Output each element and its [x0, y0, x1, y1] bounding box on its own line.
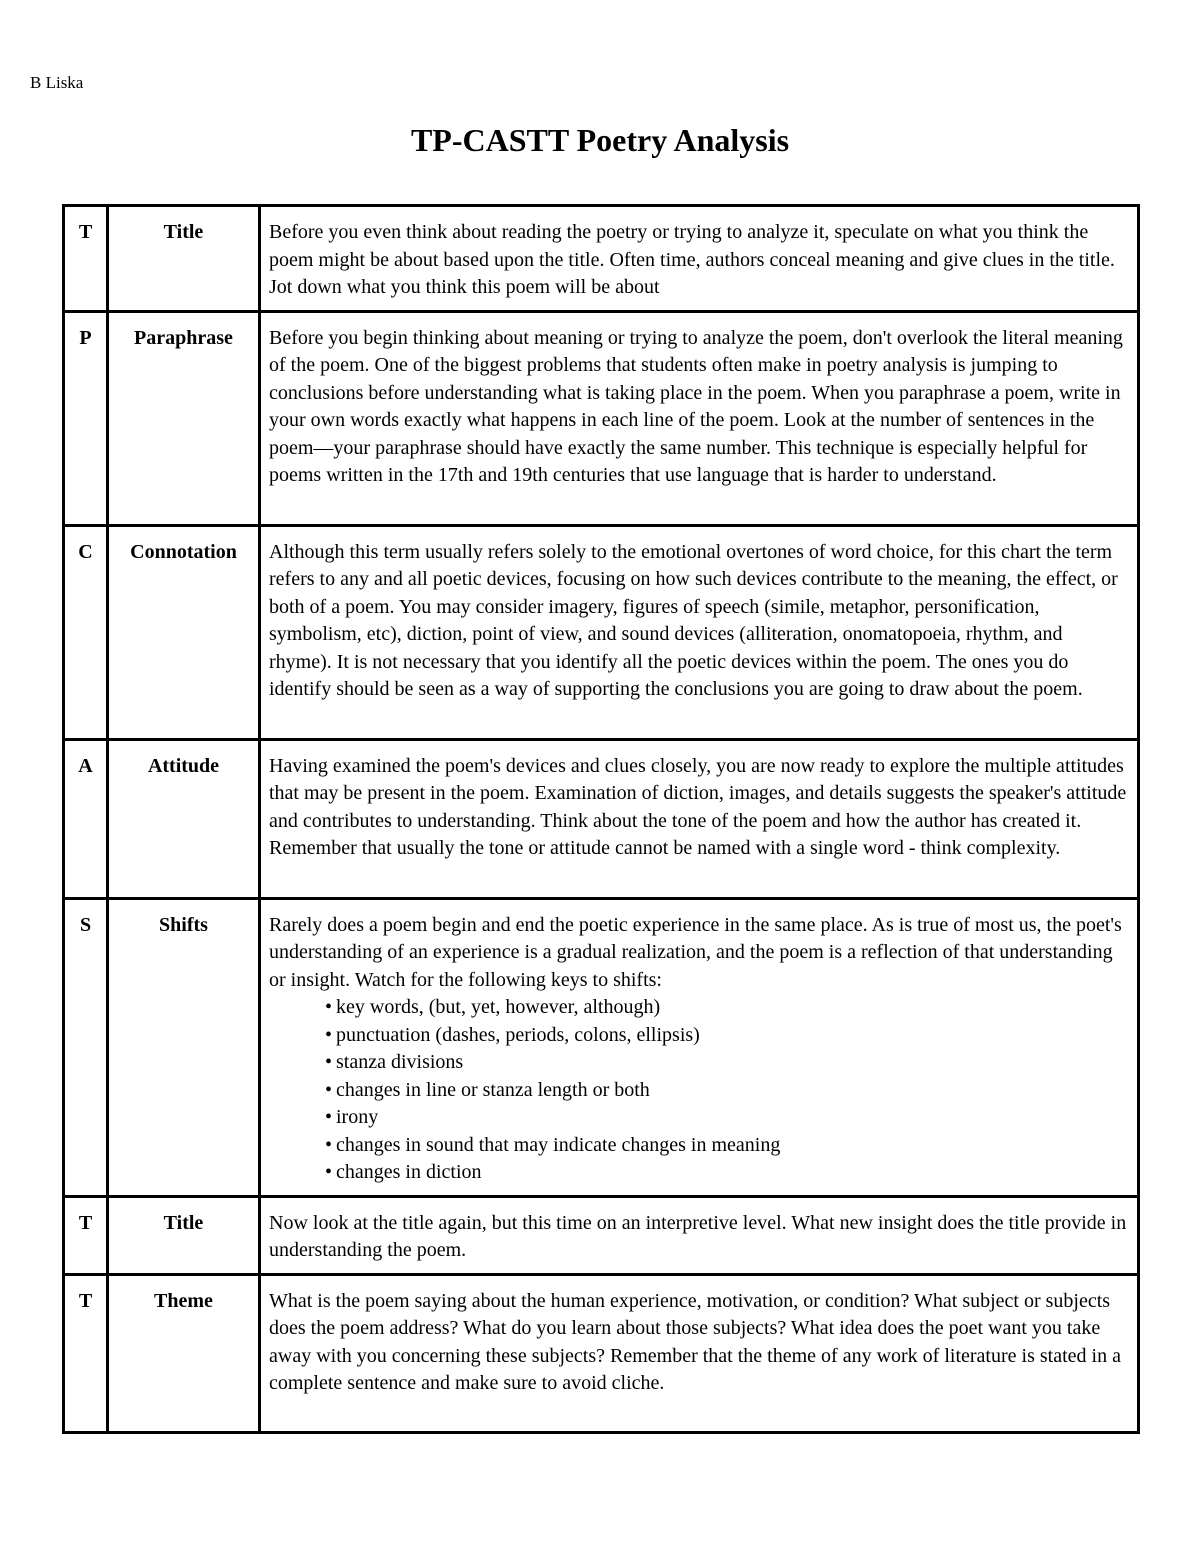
row-term: Shifts — [108, 898, 260, 1196]
row-description: What is the poem saying about the human experience, motivation, or condition? What subject or subjects does the poem address? What do you learn about those subjects? What idea does the poet want you take away with you concerning these subjects? Remember that the theme of any work of literature is stated in a complete sentence and make sure to avoid cliche. — [260, 1274, 1139, 1432]
table-row-connotation — [64, 525, 1139, 739]
row-letter: A — [64, 739, 108, 898]
list-item: • changes in sound that may indicate changes in meaning — [325, 1132, 1129, 1160]
bullet-icon: • — [325, 1133, 333, 1156]
row-description: Before you begin thinking about meaning or trying to analyze the poem, don't overlook the literal meaning of the poem. One of the biggest problems that students often make in poetry analysis is jumping to conclusions before understanding what is taking place in the poem. When you paraphrase a poem, write in your own words exactly what happens in each line of the poem. Look at the number of sentences in the poem—your paraphrase should have exactly the same number. This technique is especially helpful for poems written in the 17th and 19th centuries that use language that is harder to understand. — [260, 311, 1139, 525]
row-letter: T — [64, 206, 108, 312]
list-item: • stanza divisions — [325, 1049, 1129, 1077]
row-description — [260, 898, 1139, 1196]
table-row-paraphrase — [64, 311, 1139, 525]
row-letter: T — [64, 1196, 108, 1274]
row-letter: S — [64, 898, 108, 1196]
bullet-icon: • — [325, 1023, 333, 1046]
row-description: Now look at the title again, but this time on an interpretive level. What new insight does the title provide in understanding the poem. — [260, 1196, 1139, 1274]
row-description: Having examined the poem's devices and clues closely, you are now ready to explore the multiple attitudes that may be present in the poem. Examination of diction, images, and details suggests the speaker's attitude and contributes to understanding. Think about the tone of the poem and how the author has created it. Remember that usually the tone or attitude cannot be named with a single word - think complexity. — [260, 739, 1139, 898]
row-term: Title — [108, 1196, 260, 1274]
row-letter: C — [64, 525, 108, 739]
table-row-shifts — [64, 898, 1139, 1196]
bullet-icon: • — [325, 1161, 333, 1183]
row-term: Connotation — [108, 525, 260, 739]
table-row-attitude — [64, 739, 1139, 898]
row-term: Attitude — [108, 739, 260, 898]
bullet-icon: • — [325, 996, 333, 1018]
list-item: • punctuation (dashes, periods, colons, ellipsis) — [325, 1022, 1129, 1050]
bullet-icon: • — [325, 1051, 333, 1073]
row-letter: P — [64, 311, 108, 525]
tpcastt-table — [62, 204, 1140, 1434]
list-item: • changes in diction — [325, 1159, 1129, 1187]
row-term: Theme — [108, 1274, 260, 1432]
shift-keys-list — [269, 994, 1129, 1187]
table-row-title — [64, 206, 1139, 312]
document-title: TP-CASTT Poetry Analysis — [410, 122, 790, 158]
author-name: B Liska — [30, 73, 84, 92]
table-row-title-again — [64, 1196, 1139, 1274]
row-term: Title — [108, 206, 260, 312]
row-description: Before you even think about reading the poetry or trying to analyze it, speculate on what you think the poem might be about based upon the title. Often time, authors conceal meaning and give clues in the title. Jot down what you think this poem will be about — [260, 206, 1139, 312]
row-letter: T — [64, 1274, 108, 1432]
list-item: • changes in line or stanza length or both — [325, 1077, 1129, 1105]
bullet-icon: • — [325, 1078, 333, 1101]
list-item: • key words, (but, yet, however, although) — [325, 994, 1129, 1022]
shifts-intro: Rarely does a poem begin and end the poetic experience in the same place. As is true of most us, the poet's understanding of an experience is a gradual realization, and the poem is a reflection of that understanding or insight. Watch for the following keys to shifts: — [269, 913, 1122, 991]
bullet-icon: • — [325, 1106, 333, 1128]
table-row-theme — [64, 1274, 1139, 1432]
row-term: Paraphrase — [108, 311, 260, 525]
row-description: Although this term usually refers solely to the emotional overtones of word choice, for this chart the term refers to any and all poetic devices, focusing on how such devices contribute to the meaning, the effect, or both of a poem. You may consider imagery, figures of speech (simile, metaphor, personification, symbolism, etc), diction, point of view, and sound devices (alliteration, onomatopoeia, rhythm, and rhyme). It is not necessary that you identify all the poetic devices within the poem. The ones you do identify should be seen as a way of supporting the conclusions you are going to draw about the poem. — [260, 525, 1139, 739]
list-item: • irony — [325, 1104, 1129, 1132]
